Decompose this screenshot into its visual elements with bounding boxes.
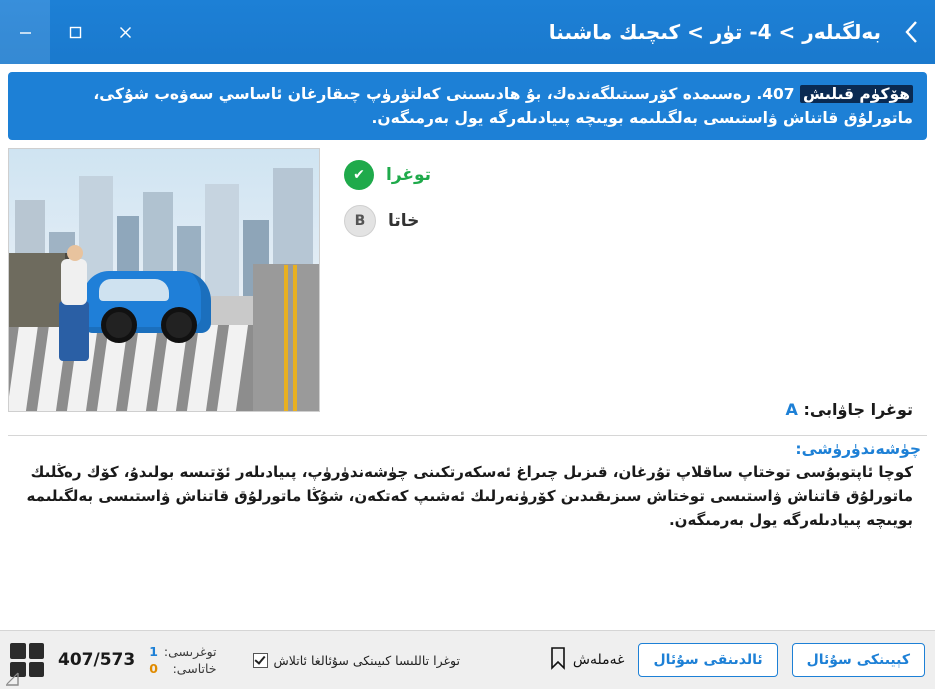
bookmark-button[interactable]	[549, 646, 625, 674]
answer-badge-b: B	[344, 205, 376, 237]
content-area	[0, 140, 935, 630]
question-number: 407	[762, 85, 795, 103]
correct-answer-title: توغرا جاۋابى:	[803, 400, 913, 420]
resize-grip-icon[interactable]	[4, 671, 20, 687]
zebra-stripe	[187, 325, 218, 411]
zebra-stripe	[217, 325, 248, 411]
title-bar	[0, 0, 935, 64]
road-marking	[293, 265, 297, 411]
breadcrumb: بەلگىلەر > 4- تۈر > كىچىك ماشىنا	[548, 20, 881, 44]
minimize-button[interactable]	[0, 0, 50, 64]
stats-wrong-value: 0	[149, 661, 158, 676]
bookmark-icon	[549, 646, 567, 674]
stats-labels	[164, 644, 217, 676]
bookmark-label: غەملەش	[572, 652, 625, 668]
stats-correct-label: توغرىسى:	[163, 644, 217, 659]
auto-next-checkbox-row[interactable]	[253, 653, 460, 668]
question-banner	[8, 72, 927, 140]
correct-answer-line	[330, 394, 927, 427]
maximize-button[interactable]	[50, 0, 100, 64]
answer-label-a: توغرا	[386, 165, 432, 186]
explanation-title: چۈشەندۈرۈشى:	[795, 440, 921, 459]
road-marking	[284, 265, 288, 411]
car-wheel	[101, 307, 137, 343]
car-wheel	[161, 307, 197, 343]
answer-badge-correct: ✔	[344, 160, 374, 190]
answer-list	[330, 148, 927, 427]
window-controls	[0, 0, 150, 64]
explanation-body: كوچا ئاپتوبۇسى توختاپ ساقلاپ تۇرغان، قىزىل چىراغ ئەسكەرتكىنى چۈشەندۈرۈپ، پىيادىلەر ئۆتىسە بولىدۇ، كۆك رەڭلىك ماتورلۇق قاتناش ۋاستىسى توختاش سىزىقىدىن كۆرۈنەرلىك ئەشىپ كەتكەن، شۇڭا ماتورلۇق قاتناش ۋاستىسى بەلگىلىمە بويىچە پىيادىلەرگە يول بەرمىگەن.	[26, 463, 913, 530]
answer-option-b[interactable]	[330, 198, 927, 244]
car-window	[99, 279, 169, 301]
question-illustration	[8, 148, 320, 412]
question-counter: 407/573	[58, 650, 136, 670]
pedestrian-legs	[59, 301, 89, 361]
close-button[interactable]	[100, 0, 150, 64]
pedestrian-body	[61, 259, 87, 305]
stats-correct-value: 1	[149, 644, 158, 659]
answer-option-a[interactable]	[330, 152, 927, 198]
back-icon[interactable]	[889, 0, 935, 64]
answer-label-b: خاتا	[388, 211, 420, 232]
pedestrian-head	[67, 245, 83, 261]
stats-wrong-label: خاتاسى:	[172, 661, 217, 676]
media-answers-row	[0, 140, 935, 427]
auto-next-label: توغرا تاللىسا كىيىنكى سۇئالغا ئاتلاش	[273, 652, 460, 668]
stats-values	[149, 644, 158, 676]
zebra-stripe	[8, 325, 38, 411]
next-question-button[interactable]: كېيىنكى سۇئال	[792, 643, 925, 677]
auto-next-checkbox[interactable]	[253, 653, 268, 668]
blue-car	[83, 271, 211, 333]
building	[205, 184, 239, 296]
correct-answer-letter: A	[785, 400, 798, 420]
question-type-badge: ھۆكۈم قىلىش	[800, 85, 913, 103]
prev-question-button[interactable]: ئالدىنقى سۇئال	[638, 643, 777, 677]
stats-panel	[149, 644, 216, 676]
bottom-bar	[0, 630, 935, 689]
zebra-stripe	[127, 325, 158, 411]
question-text: . رەسىمدە كۆرسىتىلگەندەك، بۇ ھادىسىنى كەلتۈرۈپ چىقارغان ئاساسي سەۋەب شۇكى، ماتورلۇق قاتناش ۋاستىسى بەلگىلىمە بويىچە پىيادىلەرگە يول بەرمىگەن.	[93, 85, 913, 128]
